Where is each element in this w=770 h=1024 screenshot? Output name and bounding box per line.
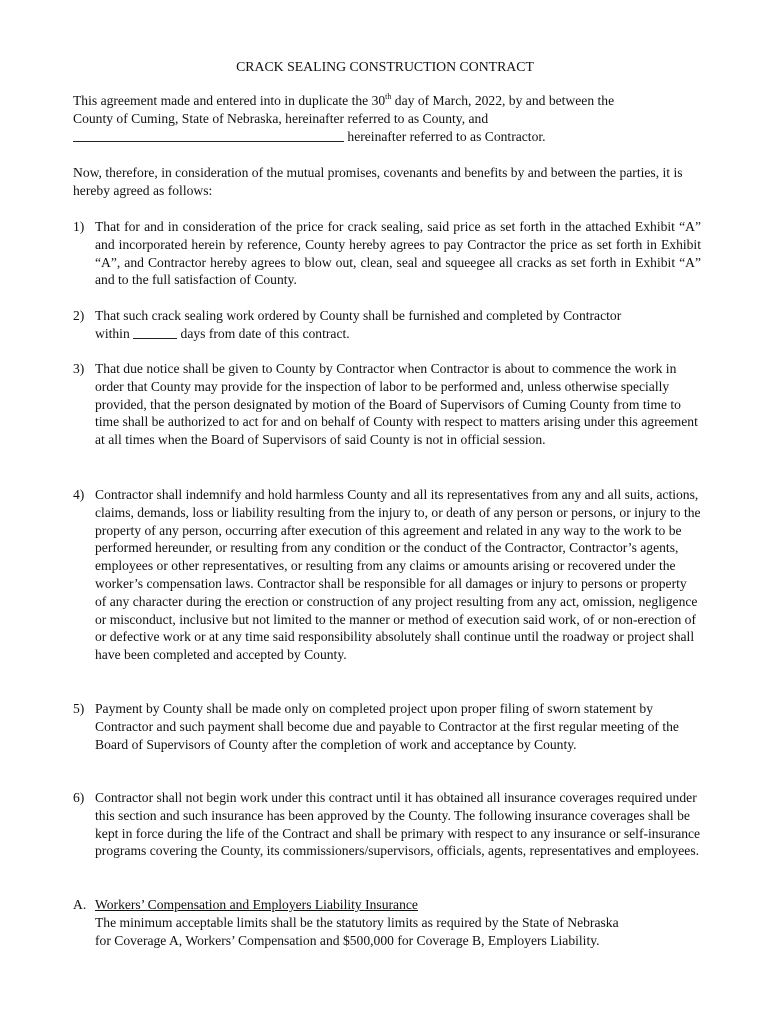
section-a-body — [95, 896, 701, 949]
clause-number: 2) — [73, 308, 85, 323]
clause-6 — [73, 789, 701, 860]
clause-1 — [73, 218, 701, 289]
clause-number: 3) — [73, 361, 85, 376]
clause-number: 5) — [73, 701, 85, 716]
clause-5 — [73, 700, 701, 753]
days-blank — [133, 325, 177, 339]
intro-line-3: hereinafter referred to as Contractor. — [73, 128, 701, 146]
now-therefore-paragraph: Now, therefore, in consideration of the mutual promises, covenants and benefits by and between the parties, it is hereby agreed as follows: — [73, 165, 683, 198]
clause-number: 4) — [73, 487, 85, 502]
section-a-line-2: for Coverage A, Workers’ Compensation and $500,000 for Coverage B, Employers Liability. — [95, 932, 600, 948]
clause-4 — [73, 486, 701, 664]
clause-text: Contractor shall not begin work under this contract until it has obtained all insurance coverages required under this section and such insurance has been approved by the County. The following insurance coverages shall be kept in force during the life of the Contract and shall be primary with respect to any insurance or self-insurance programs covering the County, its commissioners/supervisors, officials, agents, representatives and employees. — [95, 790, 701, 859]
clause-text: That due notice shall be given to County by Contractor when Contractor is about to commence the work in order that County may provide for the inspection of labor to be performed and, unless otherwise specially provided, that the person designated by motion of the Board of Supervisors of Cuming County from time to time shall be authorized to act for and on behalf of County with respect to matters arising under this agreement at all times when the Board of Supervisors of said County is not in official session. — [95, 361, 698, 448]
intro-paragraph — [73, 92, 701, 145]
document-title: CRACK SEALING CONSTRUCTION CONTRACT — [236, 59, 534, 74]
section-a-line-1: The minimum acceptable limits shall be the statutory limits as required by the State of Nebraska — [95, 914, 619, 930]
clause-number: 6) — [73, 790, 85, 805]
clause-text: Contractor shall indemnify and hold harmless County and all its representatives from any and all suits, actions, claims, demands, loss or liability resulting from the injury to, or death of any person or persons, or injury to the property of any person, occurring after execution of this agreement and related in any way to the work to be performed hereunder, or resulting from any condition or the conduct of the Contractor, Contractor’s agents, employees or other representatives, or resulting from any claims or amounts arising or recovered under the worker’s compensation laws. Contractor shall be responsible for all damages or injury to persons or property of any character during the erection or construction of any project resulting from any act, omission, negligence or misconduct, inclusive but not limited to the manner or method of execution said work, of or non-erection of or defective work or at any time said responsibility absolutely shall continue until the roadway or project shall have been completed and accepted by County. — [95, 487, 701, 663]
clause-3 — [73, 360, 701, 449]
section-a-heading: Workers’ Compensation and Employers Liability Insurance — [95, 897, 418, 912]
clause-text: That such crack sealing work ordered by County shall be furnished and completed by Contractor within days from date of this contract. — [95, 308, 622, 341]
intro-line-2: County of Cuming, State of Nebraska, hereinafter referred to as County, and — [73, 110, 489, 126]
intro-line-1: This agreement made and entered into in duplicate the 30th day of March, 2022, by and between the — [73, 92, 615, 108]
clause-number: 1) — [73, 219, 85, 234]
clause-text: Payment by County shall be made only on completed project upon proper filing of sworn statement by Contractor and such payment shall become due and payable to Contractor at the first regular meeting of the Board of Supervisors of County after the completion of work and acceptance by County. — [95, 701, 679, 752]
section-label: A. — [73, 897, 87, 912]
clause-2 — [73, 307, 701, 343]
contractor-name-blank — [73, 128, 344, 142]
section-a — [73, 896, 701, 949]
clause-text: That for and in consideration of the price for crack sealing, said price as set forth in the attached Exhibit “A” and incorporated herein by reference, County hereby agrees to pay Contractor the price as set forth in Exhibit “A”, and Contractor hereby agrees to blow out, clean, seal and squeegee all cracks as set forth in Exhibit “A” and to the full satisfaction of County. — [95, 219, 701, 288]
